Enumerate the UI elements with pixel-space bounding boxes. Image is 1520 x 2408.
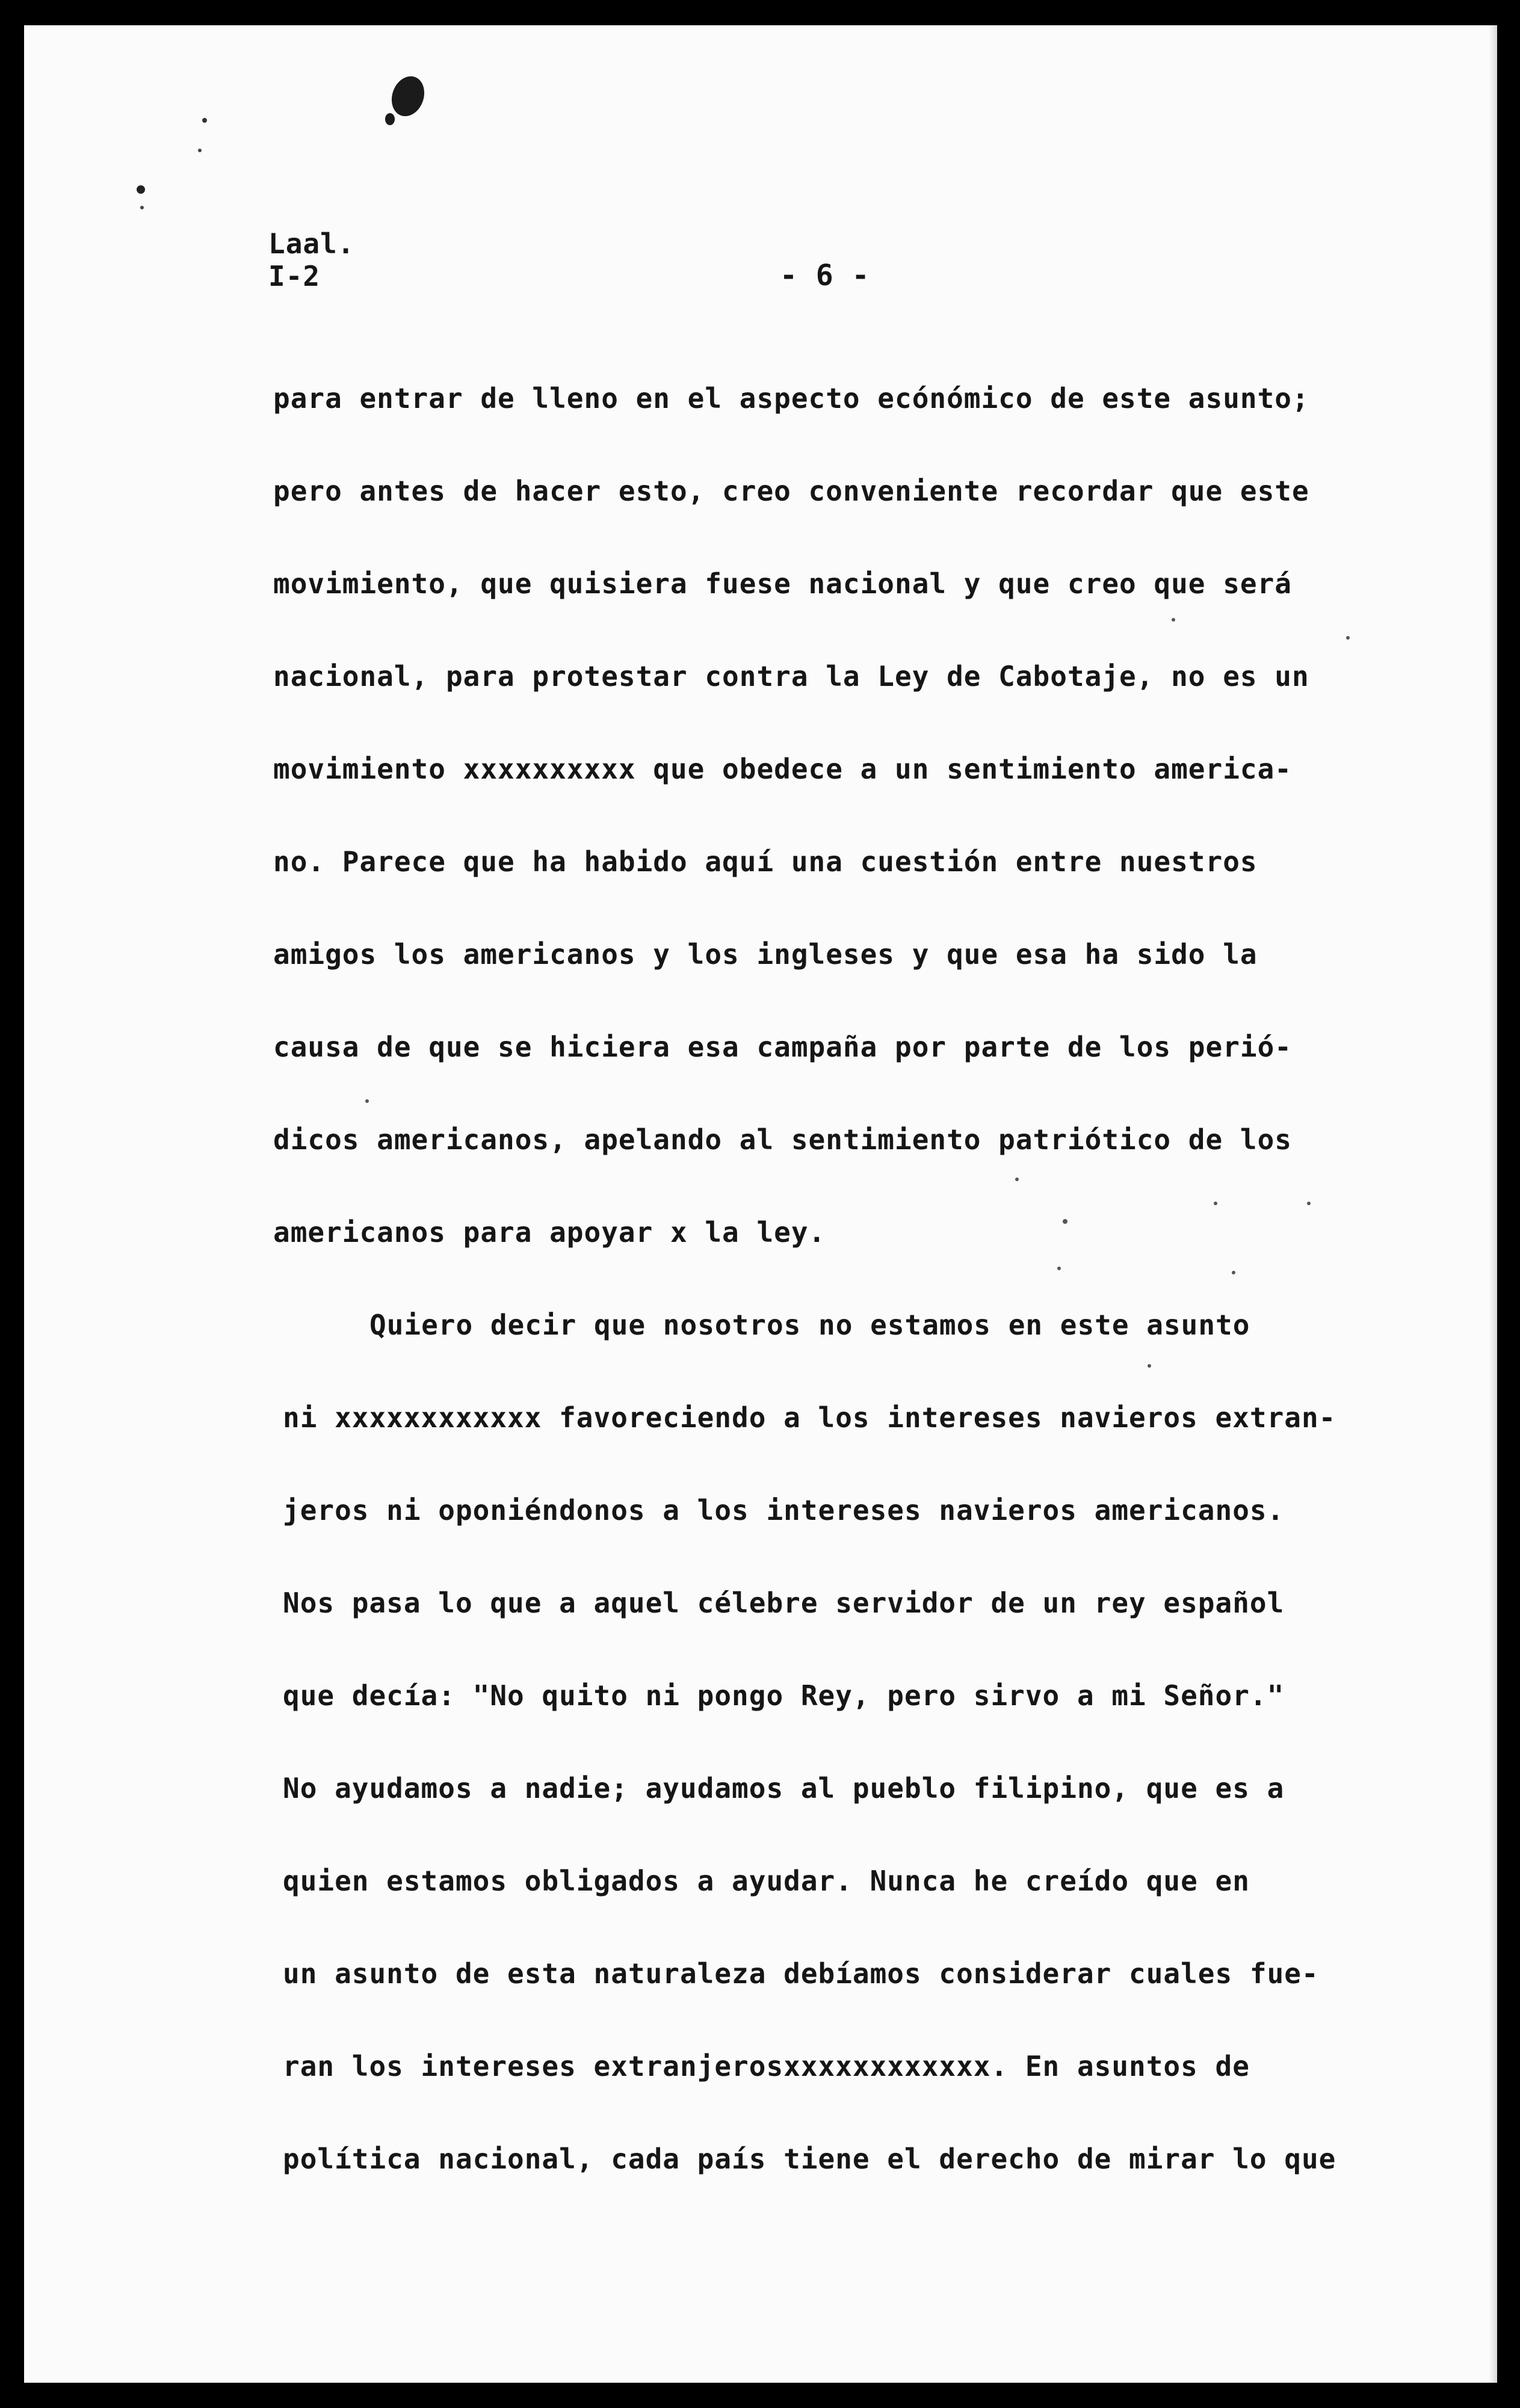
- file-code-line-1: Laal.: [268, 227, 355, 260]
- text-line: ran los intereses extranjerosxxxxxxxxxxxx. En asuntos de: [283, 2050, 1250, 2082]
- text-line: quien estamos obligados a ayudar. Nunca he creído que en: [283, 1865, 1250, 1897]
- text-line: no. Parece que ha habido aquí una cuestión entre nuestros: [273, 845, 1258, 878]
- text-line: política nacional, cada país tiene el derecho de mirar lo que: [283, 2143, 1336, 2175]
- text-line: americanos para apoyar x la ley.: [273, 1216, 826, 1249]
- text-line: causa de que se hiciera esa campaña por parte de los perió-: [273, 1031, 1292, 1063]
- text-line: que decía: "No quito ni pongo Rey, pero sirvo a mi Señor.": [283, 1679, 1285, 1712]
- text-line: dicos americanos, apelando al sentimiento patriótico de los: [273, 1123, 1292, 1156]
- text-line: No ayudamos a nadie; ayudamos al pueblo filipino, que es a: [283, 1772, 1285, 1804]
- text-line: movimiento, que quisiera fuese nacional y que creo que será: [273, 567, 1292, 600]
- text-line: ni xxxxxxxxxxxx favoreciendo a los intereses navieros extran-: [283, 1401, 1336, 1434]
- text-line: pero antes de hacer esto, creo conveniente recordar que este: [273, 475, 1309, 507]
- text-line: un asunto de esta naturaleza debíamos considerar cuales fue-: [283, 1957, 1319, 1990]
- text-line: amigos los americanos y los ingleses y que esa ha sido la: [273, 938, 1258, 971]
- text-line: nacional, para protestar contra la Ley de Cabotaje, no es un: [273, 660, 1309, 693]
- text-line: Quiero decir que nosotros no estamos en este asunto: [369, 1309, 1250, 1341]
- text-line: Nos pasa lo que a aquel célebre servidor de un rey español: [283, 1587, 1285, 1619]
- text-line: jeros ni oponiéndonos a los intereses navieros americanos.: [283, 1494, 1285, 1527]
- text-line: para entrar de lleno en el aspecto ecónómico de este asunto;: [273, 382, 1309, 415]
- page-number: - 6 -: [780, 259, 870, 292]
- page-edge-shadow: [1489, 25, 1497, 2383]
- text-line: movimiento xxxxxxxxxx que obedece a un sentimiento america-: [273, 753, 1292, 785]
- document-page: [24, 25, 1497, 2383]
- file-code-line-2: I-2: [268, 260, 321, 292]
